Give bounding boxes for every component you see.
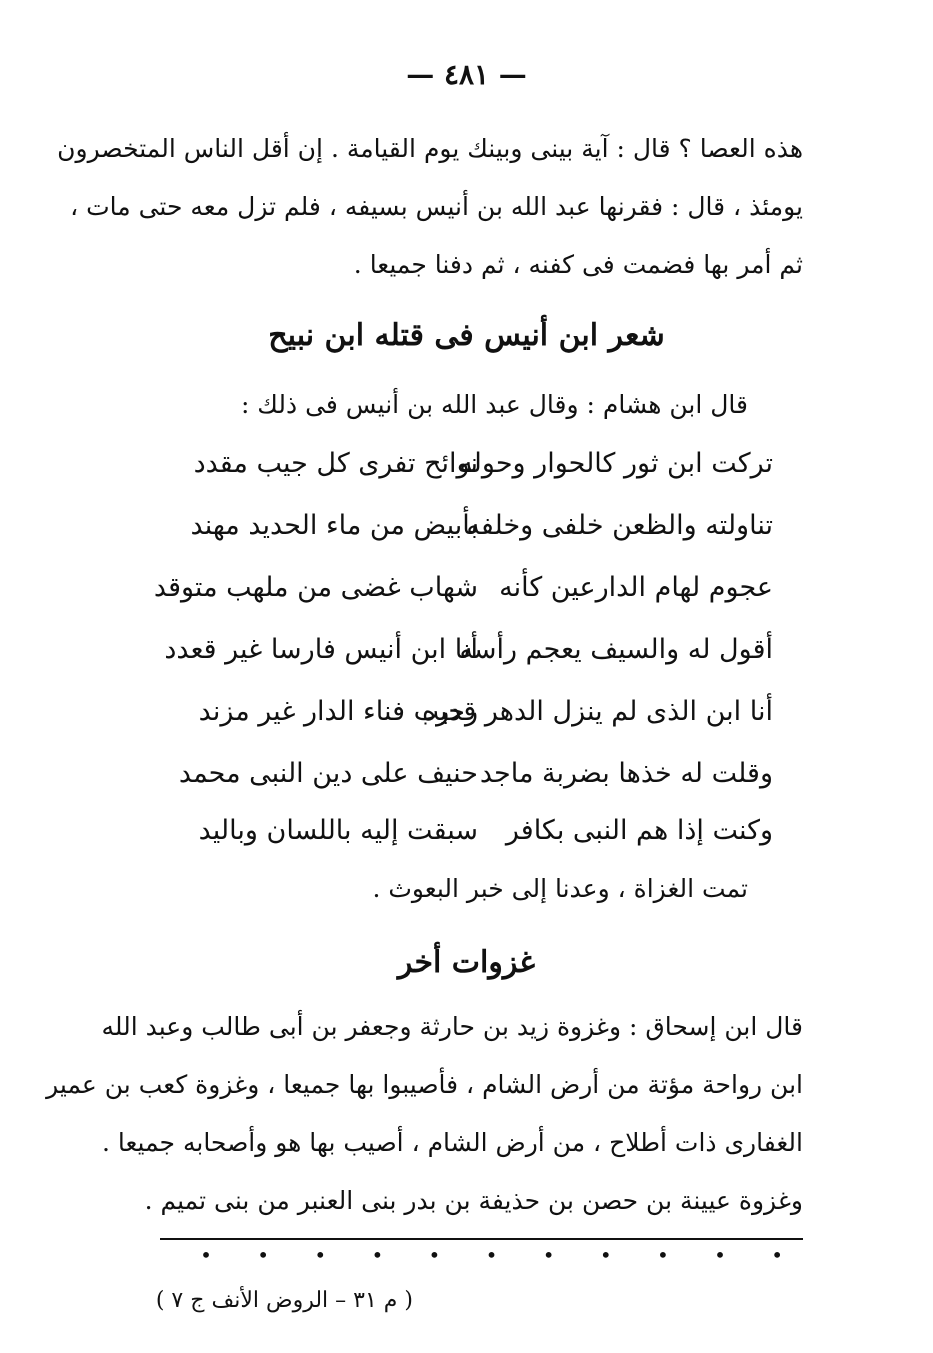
verse-first-hemistich: وكنت إذا هم النبى بكافر [505, 815, 773, 846]
verse-second-hemistich: حنيف على دين النبى محمد [178, 758, 478, 789]
paragraph-line: ثم أمر بها فضمت فى كفنه ، ثم دفنا جميعا . [353, 250, 803, 279]
verse-line [150, 634, 773, 694]
verse-first-hemistich: تركت ابن ثور كالحوار وحوله [459, 448, 773, 479]
section-heading-other-raids: غزوات أخر [397, 945, 536, 980]
paragraph-1 [57, 120, 803, 294]
paragraph-line: وغزوة عيينة بن حصن بن حذيفة بن بدر بنى العنبر من بنى تميم . [144, 1186, 803, 1215]
verse-second-hemistich: سبقت إليه باللسان وباليد [198, 815, 478, 846]
paragraph-line: قال ابن إسحاق : وغزوة زيد بن حارثة وجعفر بن أبى طالب وعبد الله [101, 1012, 803, 1041]
paragraph-line: يومئذ ، قال : فقرنها عبد الله بن أنيس بسيفه ، فلم تزل معه حتى مات ، [70, 192, 803, 221]
verse-first-hemistich: وقلت له خذها بضربة ماجد [479, 758, 773, 789]
verse-first-hemistich: أنا ابن الذى لم ينزل الدهر قدره [421, 696, 773, 727]
paragraph-line: هذه العصا ؟ قال : آية بينى وبينك يوم القيامة . إن أقل الناس المتخصرون [57, 134, 803, 163]
verse-line [150, 758, 773, 818]
paragraph-line: ابن رواحة مؤتة من أرض الشام ، فأصيبوا بها جميعا ، وغزوة كعب بن عمير [46, 1070, 803, 1099]
verse-first-hemistich: أقول له والسيف يعجم رأسه [459, 634, 773, 665]
paragraph-line: الغفارى ذات أطلاح ، من أرض الشام ، أصيب بها هو وأصحابه جميعا . [101, 1128, 803, 1157]
verse-second-hemistich: شهاب غضى من ملهب متوقد [153, 572, 478, 603]
verse-line [150, 510, 773, 570]
verse-line [150, 696, 773, 756]
verse-line [150, 815, 773, 875]
verse-line [150, 448, 773, 508]
verse-first-hemistich: تناولته والظعن خلفى وخلفه [466, 510, 773, 541]
signature-footer: ( م ٣١ – الروض الأنف ج ٧ ) [155, 1288, 413, 1313]
closing-line: تمت الغزاة ، وعدنا إلى خبر البعوث . [372, 874, 748, 903]
verse-second-hemistich: أنا ابن أنيس فارسا غير قعدد [164, 634, 478, 665]
verse-line [150, 572, 773, 632]
footnote-rule [160, 1238, 803, 1240]
verse-second-hemistich: رحيب فناء الدار غير مزند [198, 696, 478, 727]
section-heading-poem: شعر ابن أنيس فى قتله ابن نبيح [268, 318, 665, 353]
footnote-dots: • • • • • • • • • • • [200, 1243, 783, 1267]
poem-intro: قال ابن هشام : وقال عبد الله بن أنيس فى ذلك : [240, 390, 748, 419]
verse-second-hemistich: نوائح تفرى كل جيب مقدد [193, 448, 478, 479]
paragraph-2 [46, 998, 803, 1230]
page-number: — ٤٨١ — [406, 58, 527, 91]
verse-second-hemistich: بأبيض من ماء الحديد مهند [190, 510, 478, 541]
verse-first-hemistich: عجوم لهام الدارعين كأنه [499, 572, 773, 603]
